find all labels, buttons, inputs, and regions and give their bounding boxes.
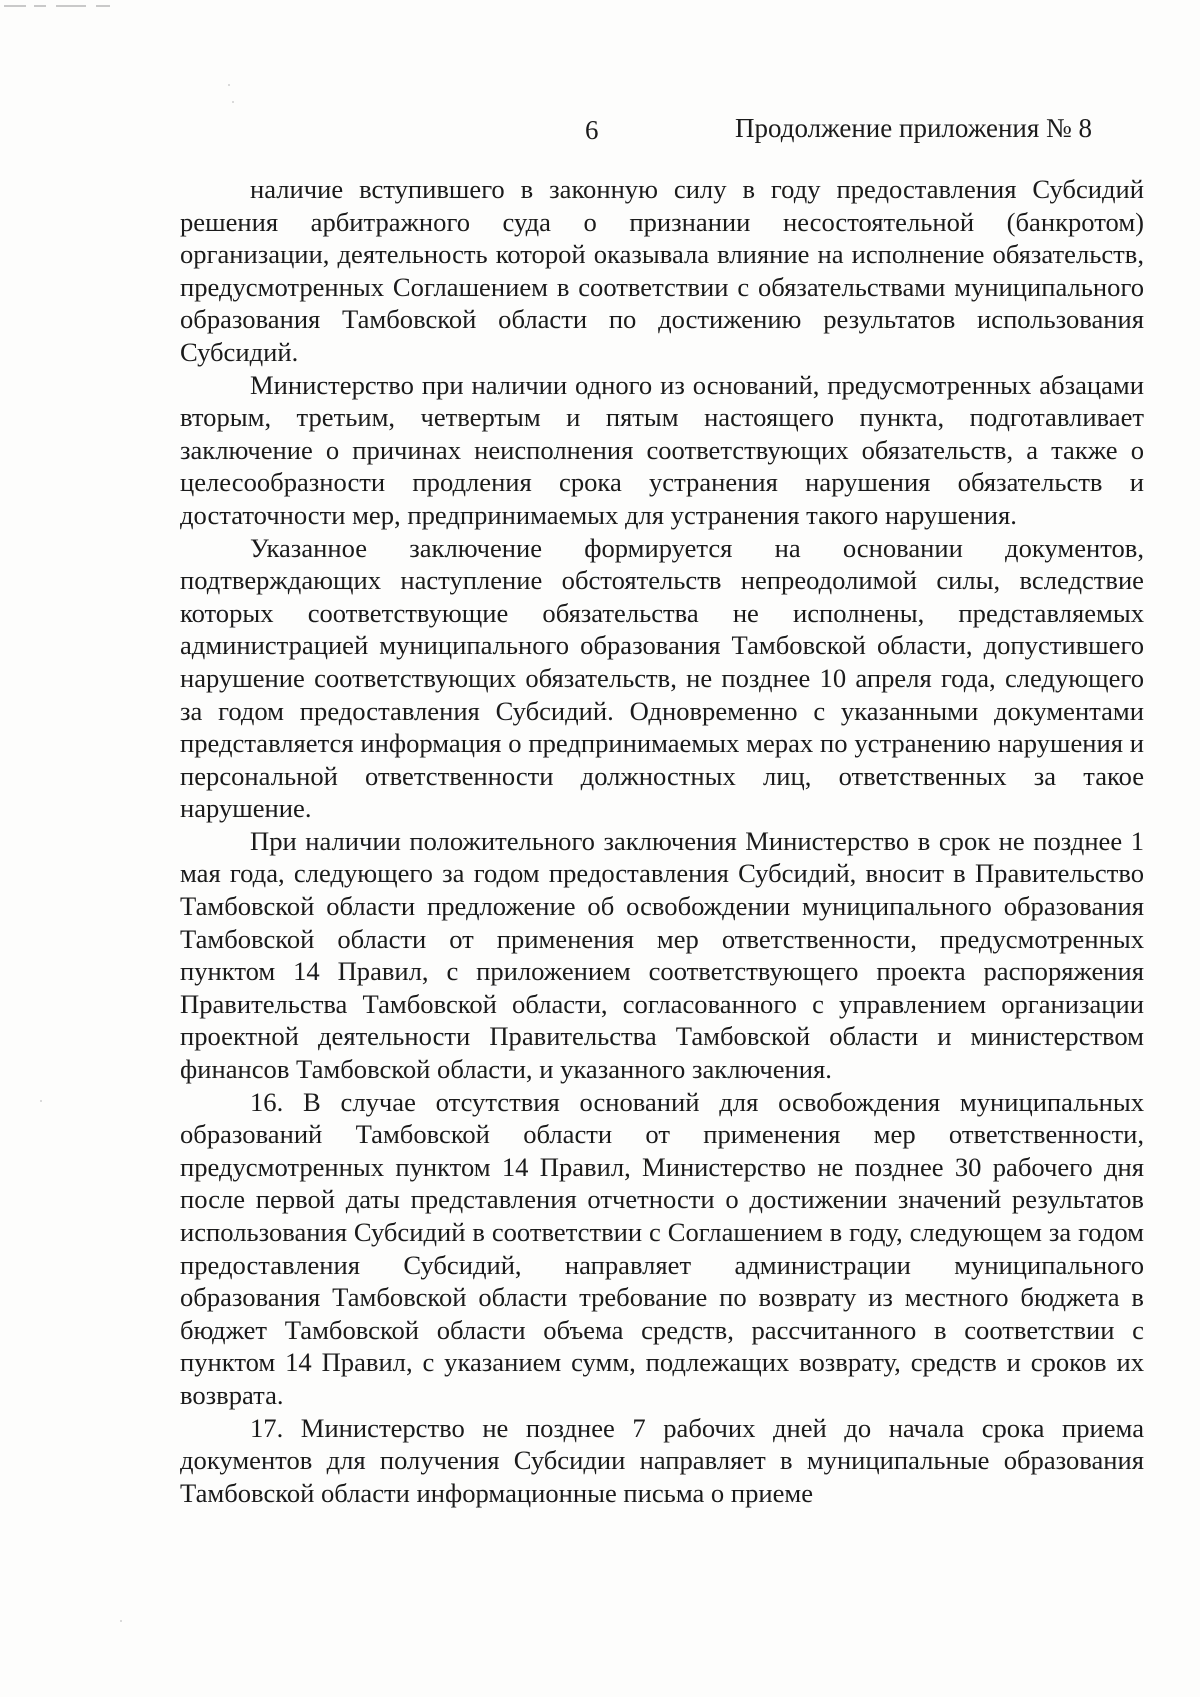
scan-speck xyxy=(228,84,230,86)
paragraph: наличие вступившего в законную силу в году предоставления Субсидий решения арбитражного суда о признании несостоятельной (банкротом) организации, деятельность которой оказывала влияние на исполнение обязательств, предусмотренных Соглашением в соответствии с обязательствами муниципального образования Тамбовской области по достижению результатов использования Субсидий. xyxy=(180,174,1144,367)
scan-speck xyxy=(120,1620,122,1622)
paragraph-item-17: 17. Министерство не позднее 7 рабочих дней до начала срока приема документов для получения Субсидии направляет в муниципальные образования Тамбовской области информационные письма о приеме xyxy=(180,1412,1144,1508)
scan-speck xyxy=(40,1100,42,1102)
scan-artifact xyxy=(0,0,120,14)
scan-speck xyxy=(232,101,234,103)
paragraph-item-16: 16. В случае отсутствия оснований для освобождения муниципальных образований Тамбовской области от применения мер ответственности, предусмотренных пунктом 14 Правил, Министерство не позднее 30 рабочего дня после первой даты представления отчетности о достижении значений результатов использования Субсидий в соответствии с Соглашением в году, следующем за годом предоставления Субсидий, направляет администрации муниципального образования Тамбовской области требование по возврату из местного бюджета в бюджет Тамбовской области объема средств, рассчитанного в соответствии с пунктом 14 Правил, с указанием сумм, подлежащих возврату, средств и сроков их возврата. xyxy=(180,1086,1144,1410)
document-body xyxy=(180,173,1144,1509)
page-number: 6 xyxy=(585,115,599,145)
paragraph: При наличии положительного заключения Министерство в срок не позднее 1 мая года, следующего за годом предоставления Субсидий, вносит в Правительство Тамбовской области предложение об освобождении муниципального образования Тамбовской области от применения мер ответственности, предусмотренных пунктом 14 Правил, с приложением соответствующего проекта распоряжения Правительства Тамбовской области, согласованного с управлением организации проектной деятельности Правительства Тамбовской области и министерством финансов Тамбовской области, и указанного заключения. xyxy=(180,825,1144,1085)
paragraph: Указанное заключение формируется на основании документов, подтверждающих наступление обстоятельств непреодолимой силы, вследствие которых соответствующие обязательства не исполнены, представляемых администрацией муниципального образования Тамбовской области, допустившего нарушение соответствующих обязательств, не позднее 10 апреля года, следующего за годом предоставления Субсидий. Одновременно с указанными документами представляется информация о предпринимаемых мерах по устранению нарушения и персональной ответственности должностных лиц, ответственных за такое нарушение. xyxy=(180,532,1144,824)
appendix-continuation-note: Продолжение приложения № 8 xyxy=(735,113,1093,143)
paragraph: Министерство при наличии одного из оснований, предусмотренных абзацами вторым, третьим, четвертым и пятым настоящего пункта, подготавливает заключение о причинах неисполнения соответствующих обязательств, а также о целесообразности продления срока устранения нарушения обязательств и достаточности мер, предпринимаемых для устранения такого нарушения. xyxy=(180,369,1144,530)
